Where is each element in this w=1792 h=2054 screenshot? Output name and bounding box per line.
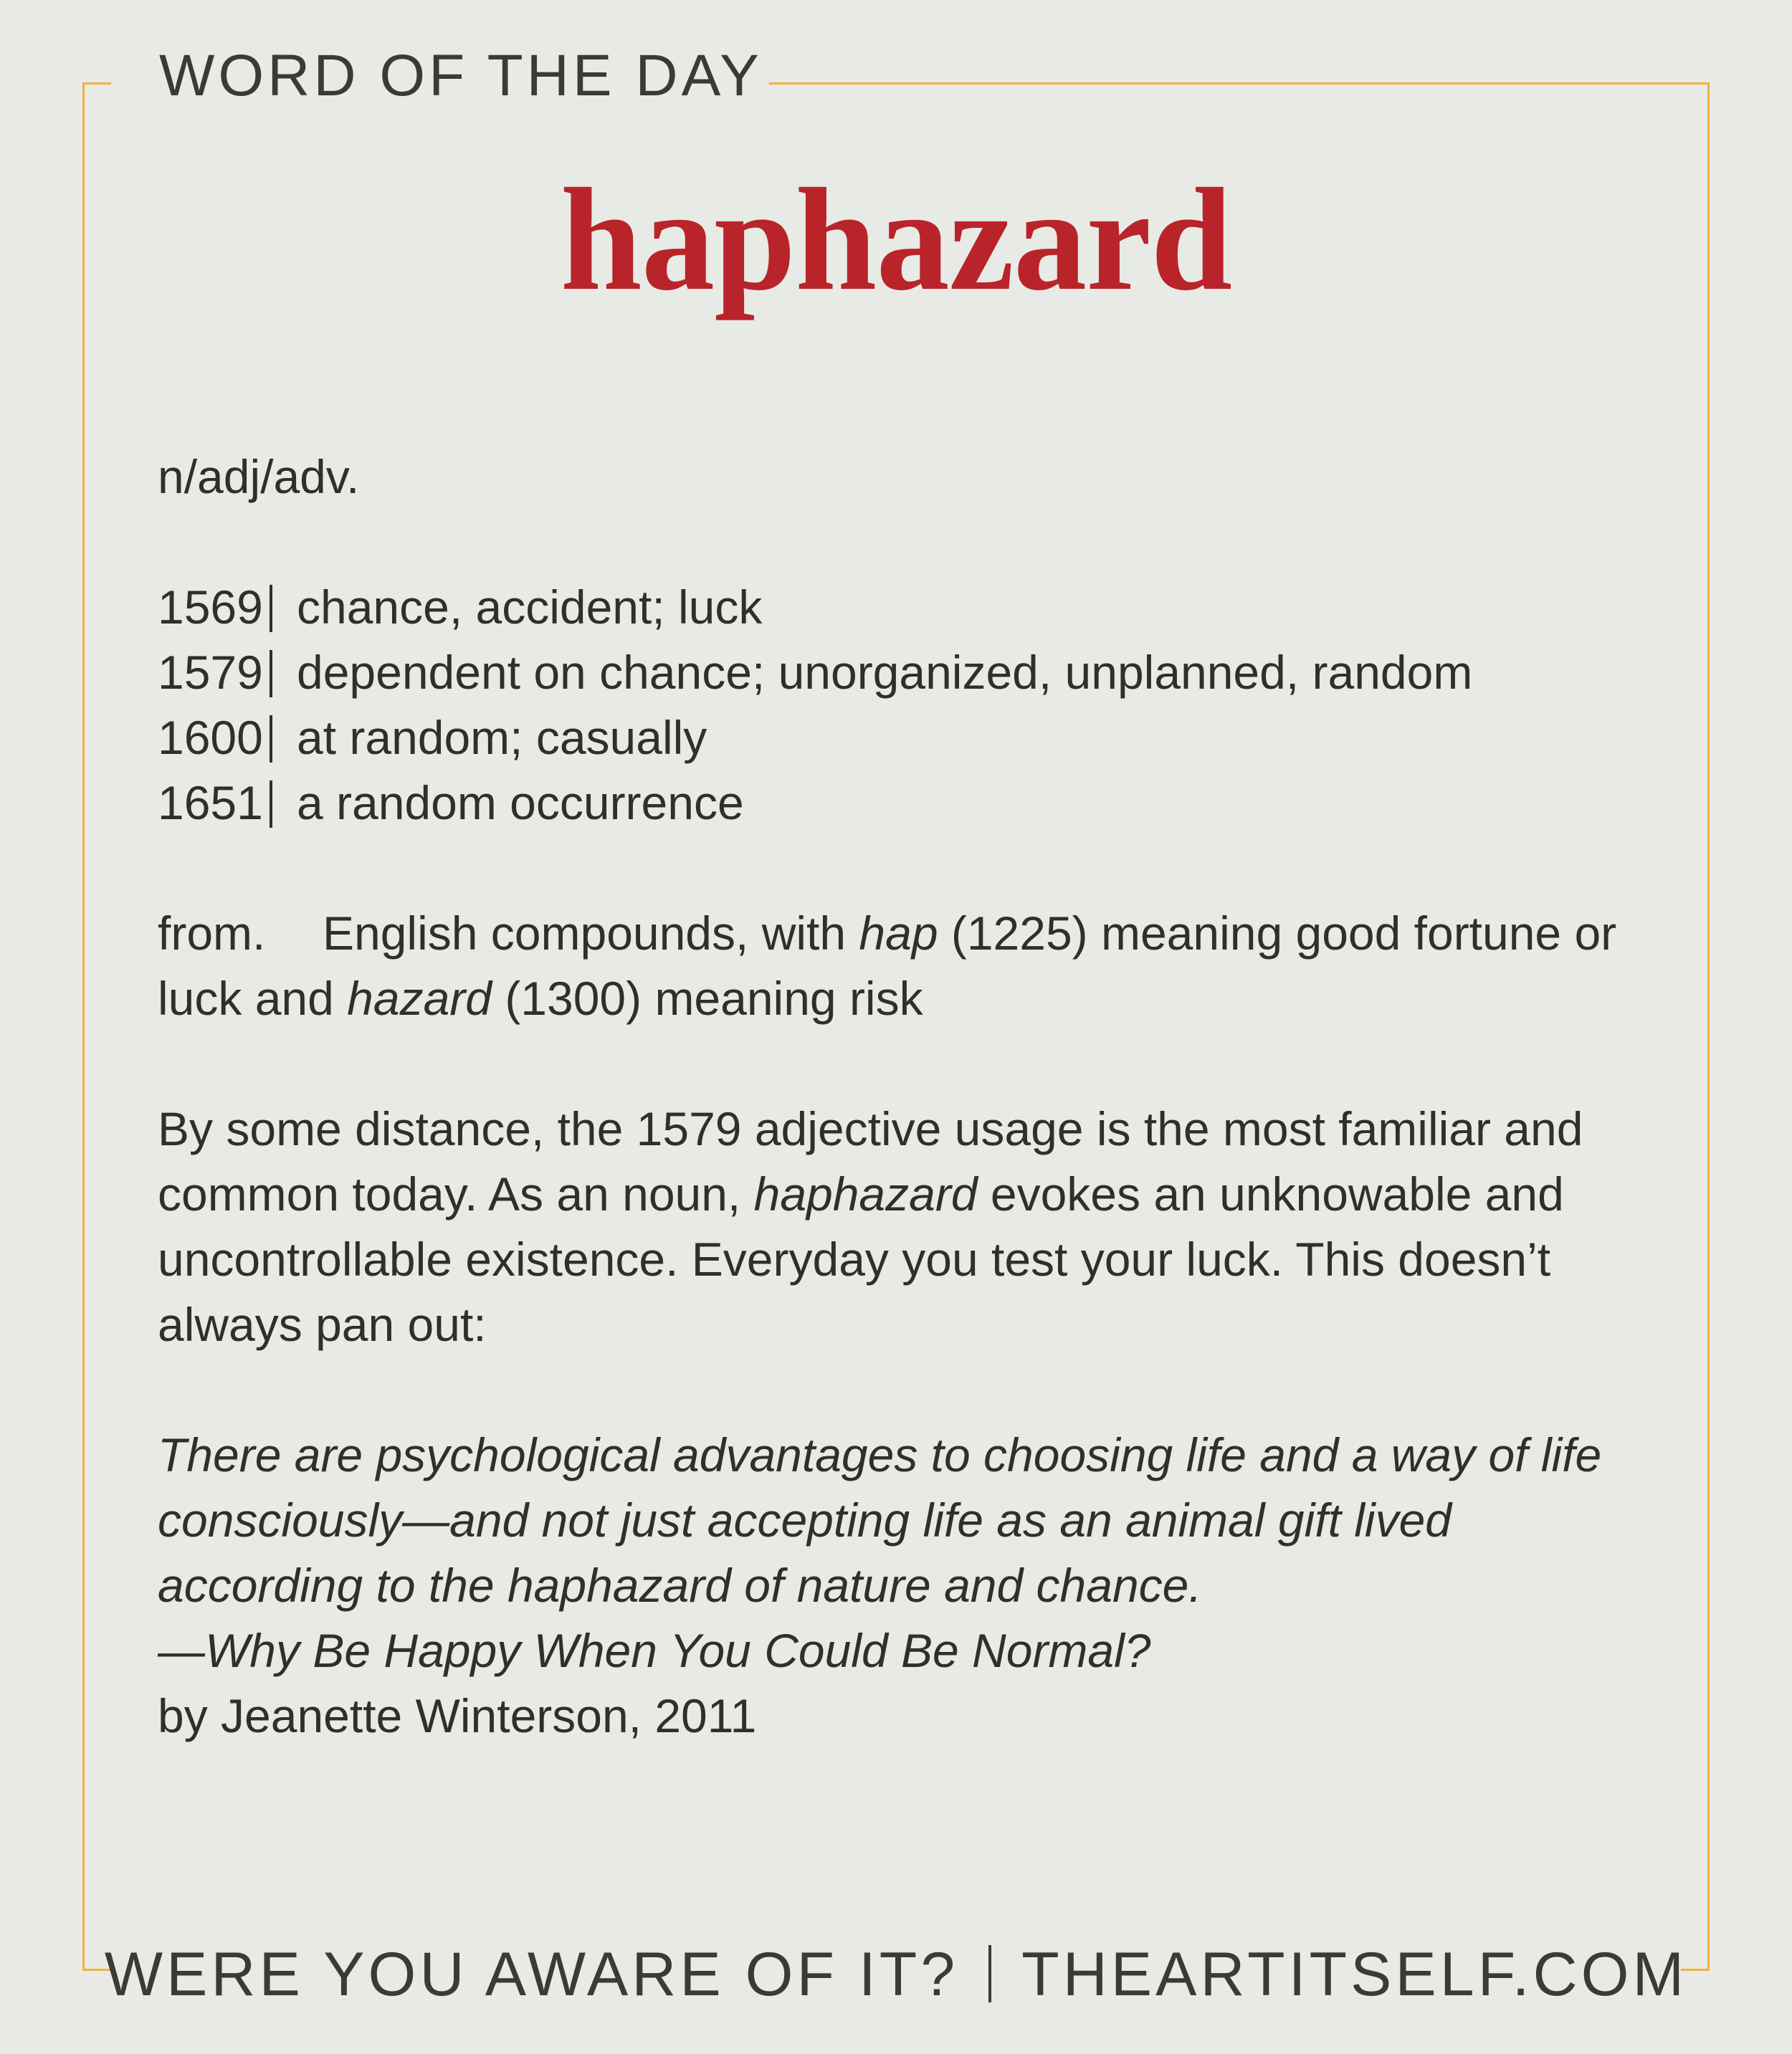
commentary <box>158 1097 1663 1357</box>
footer-divider <box>988 1945 991 2002</box>
etymology <box>158 901 1663 1031</box>
sense-item <box>158 575 1663 640</box>
frame-top-right-line <box>769 82 1710 85</box>
sense-year: 1569 <box>158 581 263 634</box>
sense-divider <box>270 585 272 632</box>
quote-text: There are psychological advantages to choosing life and a way of life consciously—and not just accepting life as an animal gift lived according to the haphazard of nature and chance. <box>158 1428 1602 1612</box>
quote-source-title: —Why Be Happy When You Could Be Normal? <box>158 1624 1151 1677</box>
headword: haphazard <box>560 158 1232 321</box>
sense-definition: at random; casually <box>297 711 707 764</box>
frame-left-line <box>82 82 85 1971</box>
sense-year: 1600 <box>158 711 263 764</box>
sense-divider <box>270 780 272 828</box>
sense-year: 1579 <box>158 646 263 699</box>
sense-item <box>158 705 1663 770</box>
footer <box>0 1940 1792 2009</box>
frame-top-left-line <box>82 82 111 85</box>
sense-year: 1651 <box>158 776 263 829</box>
sense-list <box>158 575 1663 836</box>
sense-definition: chance, accident; luck <box>297 581 763 634</box>
etymology-label: from. <box>158 907 266 960</box>
sense-item <box>158 770 1663 836</box>
etymology-text: English compounds, with <box>323 907 859 960</box>
footer-site-link[interactable]: THEARTITSELF.COM <box>1021 1940 1688 2009</box>
etymology-text: (1225) meaning good fortune or luck and <box>158 907 1617 1025</box>
entry-content <box>158 444 1663 1749</box>
sense-divider <box>270 650 272 697</box>
quote-source-author: by Jeanette Winterson, 2011 <box>158 1689 757 1742</box>
etymology-term: hazard <box>347 972 492 1025</box>
header-title: WORD OF THE DAY <box>159 43 763 108</box>
commentary-text: evokes an unknowable and uncontrollable existence. Everyday you test your luck. This doesn’t always pan out: <box>158 1167 1564 1351</box>
etymology-text: (1300) meaning risk <box>491 972 923 1025</box>
sense-definition: dependent on chance; unorganized, unplanned, random <box>297 646 1473 699</box>
sense-divider <box>270 715 272 763</box>
commentary-term: haphazard <box>753 1167 978 1221</box>
part-of-speech: n/adj/adv. <box>158 450 360 503</box>
sense-item <box>158 640 1663 705</box>
sense-definition: a random occurrence <box>297 776 744 829</box>
etymology-term: hap <box>859 907 938 960</box>
commentary-text: By some distance, the 1579 adjective usage is the most familiar and common today. As an noun, <box>158 1102 1583 1221</box>
frame-right-line <box>1707 82 1710 1971</box>
footer-tagline: WERE YOU AWARE OF IT? <box>104 1940 959 2009</box>
